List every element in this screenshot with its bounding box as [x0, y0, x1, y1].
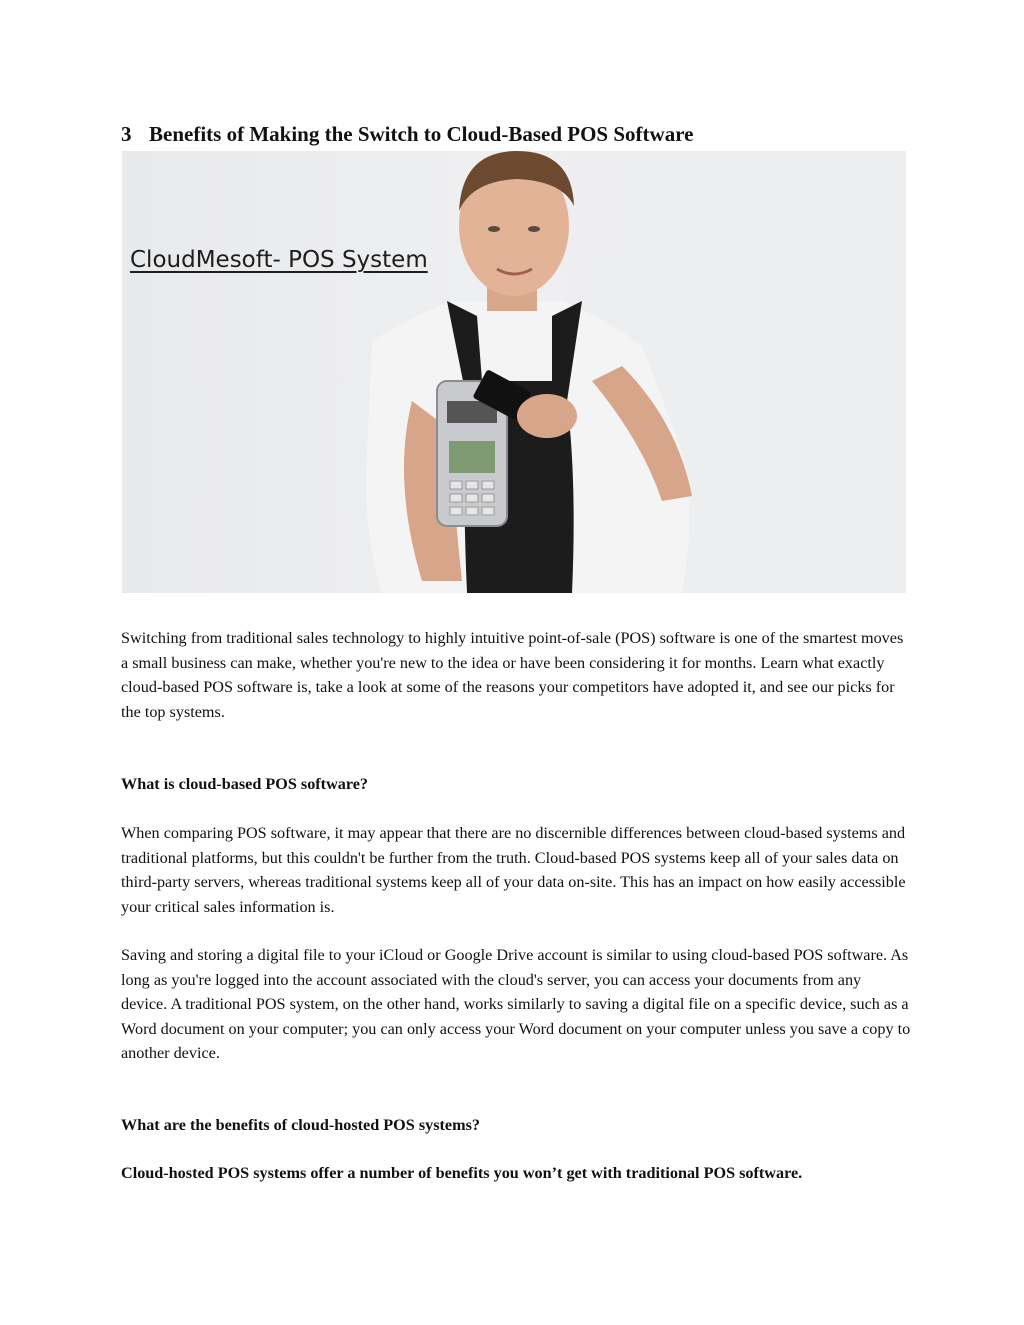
page-title — [121, 120, 693, 148]
section-heading-benefits: What are the benefits of cloud-hosted POS systems? — [121, 1116, 480, 1134]
section-heading-cloud-pos: What is cloud-based POS software? — [121, 775, 369, 793]
title-number: 3 — [121, 122, 132, 146]
intro-paragraph: Switching from traditional sales technology to highly intuitive point-of-sale (POS) software is one of the smartest moves a small business can make, whether you're new to the idea or have been considering it for months. Learn what exactly cloud-based POS software is, take a look at some of the reasons your competitors have adopted it, and see our picks for the top systems. — [121, 629, 904, 721]
barista-holding-card-terminal-illustration — [122, 151, 906, 593]
section1-paragraph-2: Saving and storing a digital file to your iCloud or Google Drive account is similar to using cloud-based POS software. As long as you're logged into the account associated with the cloud's server, you can access your documents from any device. A traditional POS system, on the other hand, works similarly to saving a digital file on a specific device, such as a Word document on your computer; you can only access your Word document on your computer unless you save a copy to another device. — [121, 946, 911, 1062]
title-text: Benefits of Making the Switch to Cloud-Based POS Software — [149, 122, 694, 146]
benefits-lead-sentence: Cloud-hosted POS systems offer a number of benefits you won’t get with traditional POS software. — [121, 1164, 803, 1182]
hero-image — [122, 151, 906, 593]
section1-paragraph-1: When comparing POS software, it may appear that there are no discernible differences between cloud-based systems and traditional platforms, but this couldn't be further from the truth. Cloud-based POS systems keep all of your sales data on third-party servers, whereas traditional systems keep all of your data on-site. This has an impact on how easily accessible your critical sales information is. — [121, 824, 906, 916]
image-caption: CloudMesoft- POS System — [130, 247, 428, 273]
